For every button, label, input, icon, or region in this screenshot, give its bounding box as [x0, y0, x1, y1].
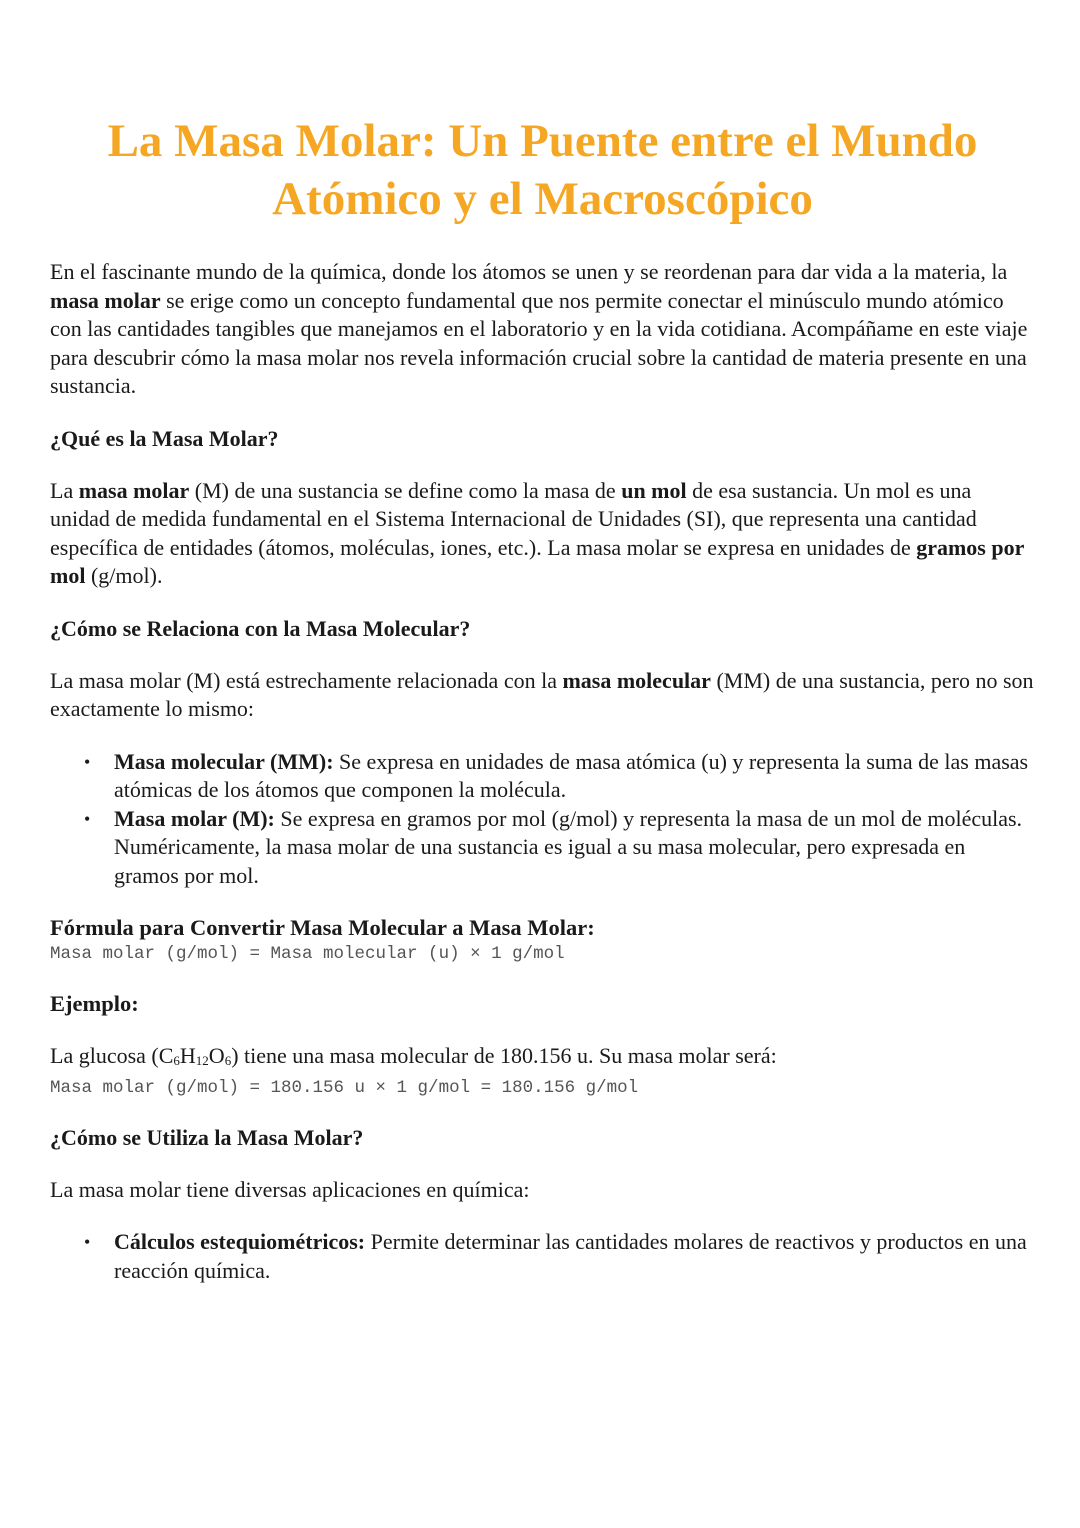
relation-paragraph: La masa molar (M) está estrechamente relacionada con la masa molecular (MM) de una sustancia, pero no son exactamente lo mismo: — [50, 667, 1034, 721]
intro-bold-masa-molar: masa molar — [50, 287, 161, 313]
bullet-icon: • — [84, 751, 91, 772]
bullet-icon: • — [84, 808, 91, 829]
uses-list — [50, 1228, 1035, 1285]
list-item: • Masa molar (M): Se expresa en gramos por mol (g/mol) y representa la masa de un mol de moléculas. Numéricamente, la masa molar de una sustancia es igual a su masa molecular, pero expresada en gramos por mol. — [84, 805, 1023, 888]
heading-utiliza: ¿Cómo se Utiliza la Masa Molar? — [50, 1124, 364, 1150]
heading-relacion: ¿Cómo se Relaciona con la Masa Molecular? — [50, 615, 471, 641]
list-item: • Cálculos estequiométricos: Permite determinar las cantidades molares de reactivos y productos en una reacción química. — [84, 1229, 1027, 1283]
heading-formula: Fórmula para Convertir Masa Molecular a Masa Molar: — [50, 915, 595, 940]
definition-paragraph: La masa molar (M) de una sustancia se define como la masa de un mol de esa sustancia. Un mol es una unidad de medida fundamental en el Sistema Internacional de Unidades (SI), que representa una cantidad específica de entidades (átomos, moléculas, iones, etc.). La masa molar se expresa en unidades de gramos por mol (g/mol). — [50, 477, 1024, 588]
example-paragraph: La glucosa $(C_6H_{12}O_6)$ tiene una masa molecular de 180.156 u. Su masa molar será: — [50, 1043, 777, 1068]
example-code: Masa molar (g/mol) = 180.156 u × 1 g/mol = 180.156 g/mol — [50, 1077, 639, 1098]
page-title: La Masa Molar: Un Puente entre el Mundo Atómico y el Macroscópico — [107, 115, 978, 225]
heading-que-es: ¿Qué es la Masa Molar? — [50, 425, 279, 451]
heading-ejemplo: Ejemplo: — [50, 991, 139, 1016]
formula-code: Masa molar (g/mol) = Masa molecular (u) × 1 g/mol — [50, 944, 565, 964]
document-page — [50, 112, 1035, 1285]
bullet-icon: • — [84, 1232, 91, 1252]
relation-list — [50, 748, 1035, 891]
uses-paragraph: La masa molar tiene diversas aplicaciones en química: — [50, 1176, 530, 1202]
intro-paragraph: En el fascinante mundo de la química, donde los átomos se unen y se reordenan para dar vida a la materia, la masa molar se erige como un concepto fundamental que nos permite conectar el minúsculo mundo atómico con las cantidades tangibles que manejamos en el laboratorio y en la vida cotidiana. Acompáñame en este viaje para descubrir cómo la masa molar nos revela información crucial sobre la cantidad de materia presente en una sustancia. — [50, 259, 1028, 398]
list-item: • Masa molecular (MM): Se expresa en unidades de masa atómica (u) y representa la suma de las masas atómicas de los átomos que componen la molécula. — [84, 748, 1029, 802]
